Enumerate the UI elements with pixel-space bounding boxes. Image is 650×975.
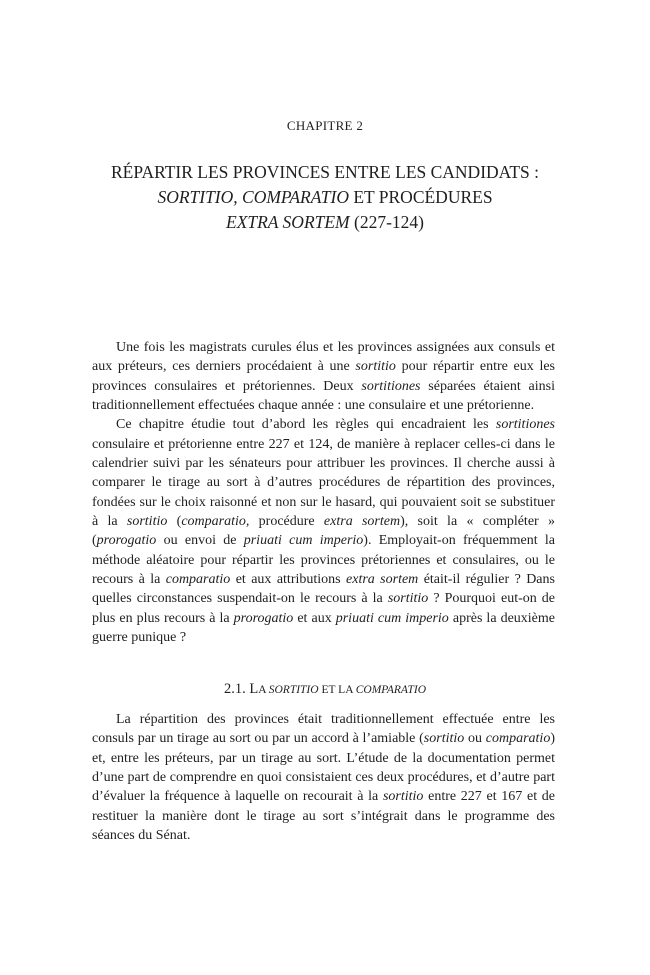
chapter-title: [60, 160, 590, 235]
section-paragraph-1: La répartition des provinces était traditionnellement effectuée entre les consuls par un tirage au sort ou par un accord à l’amiable (sortitio ou comparatio) et, entre les préteurs, par un tirage au sort. L’étude de la documentation permet d’une part de comprendre en quoi consistaient ces deux procédures, et d’autre part d’évaluer la fréquence à laquelle on recourait à la sortitio entre 227 et 167 et de restituer la manière dont le tirage au sort s’intégrait dans le programme des séances du Sénat.: [92, 712, 555, 844]
title-italic-sortitio-comparatio: SORTITIO, COMPARATIO: [157, 187, 349, 207]
intro-paragraph-2: Ce chapitre étudie tout d’abord les règles qui encadraient les sortitiones consulaire et prétorienne entre 227 et 124, de manière à replacer celles-ci dans le calendrier suivi par les sénateurs pour attribuer les provinces. Il cherche aussi à comparer le tirage au sort à d’autres procédures de répartition des provinces, fondées sur le choix raisonné et non sur le hasard, qui pouvaient soit se substituer à la sortitio (comparatio, procédure extra sortem), soit la « compléter » (prorogatio ou envoi de priuati cum imperio). Employait-on fréquemment la méthode aléatoire pour répartir les provinces prétoriennes et consulaires, ou le recours à la comparatio et aux attributions extra sortem était-il régulier ? Dans quelles circonstances suspendait-on le recours à la sortitio ? Pourquoi eut-on de plus en plus recours à la prorogatio et aux priuati cum imperio après la deuxième guerre punique ?: [92, 417, 556, 646]
intro-text: [92, 338, 555, 648]
chapter-title-line-2: [60, 185, 590, 210]
section-heading: 2.1. LA SORTITIO ET LA COMPARATIO: [223, 681, 427, 697]
section-text: [92, 710, 555, 845]
title-text-procedures: ET PROCÉDURES: [348, 187, 493, 207]
title-italic-extra-sortem: EXTRA SORTEM: [226, 212, 350, 232]
chapter-title-line-3: [60, 210, 590, 235]
intro-paragraph-1: Une fois les magistrats curules élus et les provinces assignées aux consuls et aux préteurs, ces derniers procédaient à une sortitio pour répartir entre eux les provinces consulaires et prétoriennes. Deux sortitiones séparées étaient ainsi traditionnellement effectuées chaque année : une consulaire et une prétorienne.: [92, 340, 556, 414]
chapter-label: CHAPITRE 2: [286, 118, 364, 133]
title-text-dates: (227-124): [349, 212, 424, 232]
chapter-title-line-1: RÉPARTIR LES PROVINCES ENTRE LES CANDIDATS :: [110, 162, 540, 182]
section-number: 2.1.: [223, 681, 246, 697]
